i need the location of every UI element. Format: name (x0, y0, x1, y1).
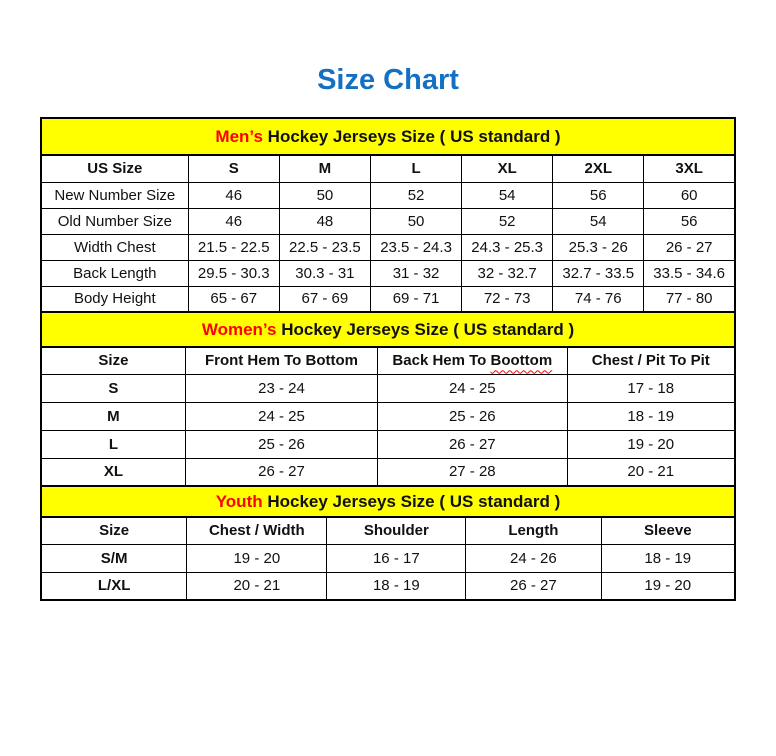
size-value-cell: 21.5 - 22.5 (188, 234, 279, 260)
size-value-cell: 50 (371, 208, 462, 234)
size-value-cell: 56 (644, 208, 735, 234)
column-header: Length (466, 517, 601, 544)
column-header (378, 347, 567, 374)
table-row (41, 234, 735, 260)
womens-band-rest-text: Hockey Jerseys Size ( US standard ) (276, 319, 575, 339)
column-header: Front Hem To Bottom (185, 347, 377, 374)
youth-section-band (41, 486, 735, 517)
column-header: 3XL (644, 155, 735, 182)
row-label: Body Height (41, 286, 188, 312)
table-row (41, 544, 735, 572)
size-value-cell: 54 (553, 208, 644, 234)
size-value-cell: 27 - 28 (378, 458, 567, 486)
misspelled-word-spellcheck-squiggle: Boottom (490, 352, 553, 370)
size-value-cell: 24 - 26 (466, 544, 601, 572)
size-value-cell: 24 - 25 (185, 402, 377, 430)
size-value-cell: 60 (644, 182, 735, 208)
size-value-cell: 46 (188, 208, 279, 234)
table-row (41, 374, 735, 402)
column-header: 2XL (553, 155, 644, 182)
size-value-cell: 18 - 19 (567, 402, 735, 430)
mens-band-rest-text: Hockey Jerseys Size ( US standard ) (262, 126, 561, 146)
column-header: Chest / Pit To Pit (567, 347, 735, 374)
table-row (41, 430, 735, 458)
size-value-cell: 72 - 73 (462, 286, 553, 312)
mens-size-table (40, 117, 736, 313)
row-label: L (41, 430, 185, 458)
table-row (41, 572, 735, 600)
size-value-cell: 52 (371, 182, 462, 208)
size-value-cell: 25 - 26 (185, 430, 377, 458)
column-header: Size (41, 517, 187, 544)
row-label: M (41, 402, 185, 430)
column-header: M (279, 155, 370, 182)
column-header: XL (462, 155, 553, 182)
size-value-cell: 26 - 27 (378, 430, 567, 458)
column-header: US Size (41, 155, 188, 182)
size-value-cell: 26 - 27 (466, 572, 601, 600)
size-value-cell: 26 - 27 (185, 458, 377, 486)
table-row (41, 182, 735, 208)
size-value-cell: 52 (462, 208, 553, 234)
column-header: L (371, 155, 462, 182)
size-value-cell: 31 - 32 (371, 260, 462, 286)
size-value-cell: 48 (279, 208, 370, 234)
size-value-cell: 54 (462, 182, 553, 208)
womens-section-band-row (41, 312, 735, 347)
column-header: Chest / Width (187, 517, 327, 544)
womens-section-band (41, 312, 735, 347)
table-row (41, 458, 735, 486)
size-value-cell: 24 - 25 (378, 374, 567, 402)
size-value-cell: 18 - 19 (601, 544, 735, 572)
page-title: Size Chart (317, 64, 459, 96)
size-value-cell: 56 (553, 182, 644, 208)
table-row (41, 260, 735, 286)
row-label: Width Chest (41, 234, 188, 260)
size-value-cell: 24.3 - 25.3 (462, 234, 553, 260)
size-value-cell: 22.5 - 23.5 (279, 234, 370, 260)
youth-column-header-row (41, 517, 735, 544)
row-label: Old Number Size (41, 208, 188, 234)
size-value-cell: 23 - 24 (185, 374, 377, 402)
size-value-cell: 33.5 - 34.6 (644, 260, 735, 286)
womens-column-header-row (41, 347, 735, 374)
row-label: New Number Size (41, 182, 188, 208)
size-value-cell: 17 - 18 (567, 374, 735, 402)
column-header: Shoulder (327, 517, 466, 544)
table-row (41, 208, 735, 234)
row-label: Back Length (41, 260, 188, 286)
mens-band-highlight-word: Men’s (215, 126, 263, 146)
row-label: L/XL (41, 572, 187, 600)
size-value-cell: 20 - 21 (567, 458, 735, 486)
column-header: Size (41, 347, 185, 374)
size-value-cell: 25.3 - 26 (553, 234, 644, 260)
header-text: Back Hem To (392, 352, 491, 370)
column-header: S (188, 155, 279, 182)
size-value-cell: 19 - 20 (187, 544, 327, 572)
column-header: Sleeve (601, 517, 735, 544)
youth-band-highlight-word: Youth (215, 491, 263, 511)
size-value-cell: 74 - 76 (553, 286, 644, 312)
size-value-cell: 23.5 - 24.3 (371, 234, 462, 260)
mens-section-band (41, 118, 735, 155)
size-value-cell: 19 - 20 (601, 572, 735, 600)
size-chart-page (0, 64, 776, 601)
table-row (41, 402, 735, 430)
mens-column-header-row (41, 155, 735, 182)
size-value-cell: 32.7 - 33.5 (553, 260, 644, 286)
size-value-cell: 20 - 21 (187, 572, 327, 600)
youth-section-band-row (41, 486, 735, 517)
size-value-cell: 19 - 20 (567, 430, 735, 458)
size-value-cell: 29.5 - 30.3 (188, 260, 279, 286)
size-value-cell: 46 (188, 182, 279, 208)
size-value-cell: 25 - 26 (378, 402, 567, 430)
youth-size-table (40, 485, 736, 601)
row-label: XL (41, 458, 185, 486)
womens-band-highlight-word: Women’s (201, 319, 277, 339)
size-value-cell: 65 - 67 (188, 286, 279, 312)
size-tables-container (40, 117, 736, 601)
size-value-cell: 26 - 27 (644, 234, 735, 260)
size-value-cell: 16 - 17 (327, 544, 466, 572)
size-value-cell: 69 - 71 (371, 286, 462, 312)
mens-section-band-row (41, 118, 735, 155)
row-label: S (41, 374, 185, 402)
table-row (41, 286, 735, 312)
size-value-cell: 32 - 32.7 (462, 260, 553, 286)
youth-band-rest-text: Hockey Jerseys Size ( US standard ) (262, 491, 561, 511)
size-value-cell: 77 - 80 (644, 286, 735, 312)
womens-size-table (40, 311, 736, 487)
row-label: S/M (41, 544, 187, 572)
size-value-cell: 30.3 - 31 (279, 260, 370, 286)
size-value-cell: 18 - 19 (327, 572, 466, 600)
size-value-cell: 67 - 69 (279, 286, 370, 312)
size-value-cell: 50 (279, 182, 370, 208)
